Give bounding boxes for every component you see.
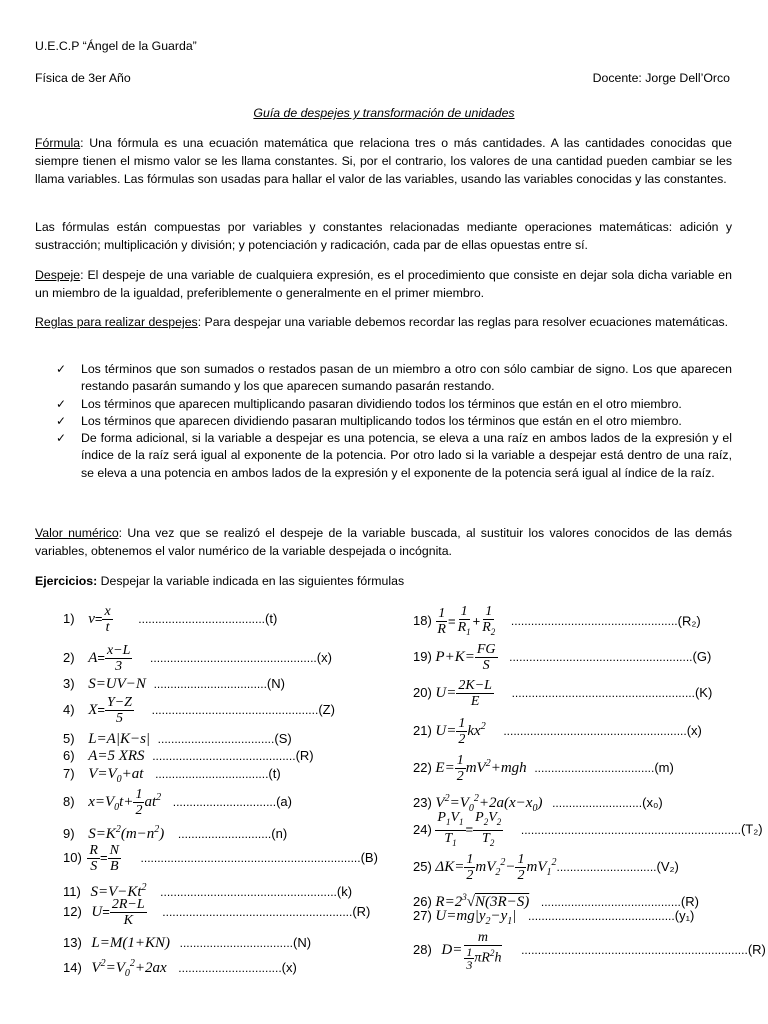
- exercise-22: 22) E= $\frac{1}{2}$ $mV^2+mgh$ ....................................(m): [413, 753, 674, 784]
- exercise-25: 25) ΔK= $\frac{1}{2}$ $mV_2^2-$ $\frac{1}{2}$ $mV_1^2..............................(V_2)$: [413, 852, 679, 883]
- exercise-20: 20) U= $\frac{2K-L}{E}$ .......................................................(K): [413, 678, 713, 709]
- ejercicios-term: Ejercicios:: [35, 574, 98, 588]
- exercise-28: 28) D= m $\frac{1}{3}$ $\pi R^2h$ ....................................................................(R): [413, 930, 766, 972]
- exercise-14: 14) $V^2=V_0^2+2ax$ ...............................(x): [63, 958, 297, 979]
- subject-name: Física de 3er Año: [35, 71, 131, 85]
- despeje-term: Despeje: [35, 268, 81, 282]
- list-item: ✓ Los términos que aparecen multiplicando pasaran dividiendo todos los términos que están en el otro miembro.: [56, 396, 732, 413]
- check-icon: ✓: [56, 431, 67, 446]
- exercise-5: 5) L=A|K−s| ...................................(S): [63, 731, 292, 747]
- exercise-6: 6) A=5 XRS ...........................................(R): [63, 748, 314, 764]
- list-item: ✓ De forma adicional, si la variable a despejar es una potencia, se eleva a una raíz en ambos lados de la expresión y el índice de la raíz será igual al exponente de la potencia. Por otro lado si la variable a despejar está dentro de una raíz, se eleva a una potencia en ambos lados de la expresión y el exponente de la potencia será igual al índice de la raíz.: [56, 431, 732, 480]
- check-icon: ✓: [56, 396, 67, 411]
- formula-text: : Una fórmula es una ecuación matemática que relaciona tres o más cantidades. A las cantidades conocidas que siempre tienen el mismo valor se les llama constantes. Si, por el contrario, los valores de una cantidad pueden cambiar se les llama variables. Las fórmulas son usadas para hallar el valor de las variables, usando las variables conocidas y las constantes.: [35, 136, 732, 186]
- formula-paragraph: [35, 134, 732, 188]
- exercise-2: 2) A= $\frac{x-L}{3}$ ..................................................(x): [63, 643, 332, 674]
- formula-fraction: $\frac{x}{t}$: [104, 604, 111, 635]
- ejercicios-text: Despejar la variable indicada en las siguientes fórmulas: [97, 574, 405, 588]
- exercise-12: 12) U= $\frac{2R-L}{K}$ .........................................................(R): [63, 897, 371, 928]
- despeje-text: : El despeje de una variable de cualquiera expresión, es el procedimiento que consiste en dejar sola dicha variable en un miembro de la igualdad, preferiblemente o generalmente en el primer miembro.: [35, 268, 732, 300]
- reglas-term: Reglas para realizar despejes: [35, 315, 198, 329]
- exercise-7: 7) $V=V_0+at$ ..................................(t): [63, 766, 281, 785]
- formula-term: Fórmula: [35, 136, 81, 150]
- list-item: ✓ Los términos que aparecen dividiendo pasaran multiplicando todos los términos que están en el otro miembro.: [56, 413, 732, 430]
- rules-list: [56, 361, 732, 482]
- valor-text: : Una vez que se realizó el despeje de la variable buscada, al sustituir los valores conocidos de las demás variables, obtenemos el valor numérico de la variable despejada o incógnita.: [35, 526, 732, 558]
- check-icon: ✓: [56, 362, 67, 376]
- exercise-27: 27) $U=mg|y_2-y_1|$ ............................................(y₁): [413, 908, 695, 927]
- composition-paragraph: Las fórmulas están compuestas por variables y constantes relacionadas mediante operaciones matemáticas: adición y sustracción; multiplicación y división; y potenciación y radicación, cada par de ellas opuestas entre sí.: [35, 220, 732, 252]
- check-icon: ✓: [56, 413, 67, 428]
- exercise-26: 26) $R=2^3√N(3R-S)$ ..........................................(R): [413, 892, 699, 910]
- exercise-19: 19) P+K= $\frac{FG}{S}$ .......................................................(G): [413, 642, 712, 673]
- exercise-21: 21) U= $\frac{1}{2}$ $kx^2$ .......................................................(x): [413, 716, 702, 747]
- exercise-9: 9) $S=K^2(m-n^2)$ ............................(n): [63, 824, 288, 842]
- exercise-24: 24) $\frac{P_1V_1}{T_1}$ = $\frac{P_2V_2}{T_2}$ ..................................................................(T₂): [413, 810, 763, 848]
- reglas-text: : Para despejar una variable debemos recordar las reglas para resolver ecuaciones matemáticas.: [197, 315, 729, 329]
- exercise-13: 13) L=M(1+KN) ..................................(N): [63, 935, 312, 951]
- exercise-11: 11) $S=V-Kt^2$ .....................................................(k): [63, 882, 353, 900]
- exercise-4: 4) X= $\frac{Y-Z}{5}$ ..................................................(Z): [63, 695, 335, 726]
- school-name: U.E.C.P “Ángel de la Guarda”: [35, 39, 197, 53]
- page-title: Guía de despejes y transformación de unidades: [253, 106, 515, 120]
- exercise-3: 3) S=UV−N ..................................(N): [63, 676, 285, 692]
- list-item: ✓ Los términos que son sumados o restados pasan de un miembro a otro con sólo cambiar de signo. Los que aparecen restando pasarán sumando y los que aparecen sumando pasarán restando.: [56, 362, 732, 394]
- exercise-10: 10) $\frac{R}{S}$ = $\frac{N}{B}$ ..................................................................(B): [63, 843, 378, 874]
- valor-paragraph: [35, 524, 732, 560]
- reglas-paragraph: [35, 313, 732, 331]
- exercise-18: 18) $\frac{1}{R}$ = $\frac{1}{R_1}$ + $\frac{1}{R_2}$ ..................................................(R₂): [413, 604, 701, 638]
- exercise-8: 8) $x=V_0t+$ $\frac{1}{2}$ $at^2$ ...............................(a): [63, 787, 292, 818]
- ejercicios-heading: [35, 572, 404, 590]
- exercise-1: 1) v= $\frac{x}{t}$ ......................................(t): [63, 604, 278, 635]
- exercise-23: 23) $V^2=V_0^2+2a(x-x_0)$ ...........................(x₀): [413, 793, 663, 814]
- teacher-name: Docente: Jorge Dell’Orco: [592, 71, 730, 85]
- valor-term: Valor numérico: [35, 526, 119, 540]
- despeje-paragraph: [35, 266, 732, 302]
